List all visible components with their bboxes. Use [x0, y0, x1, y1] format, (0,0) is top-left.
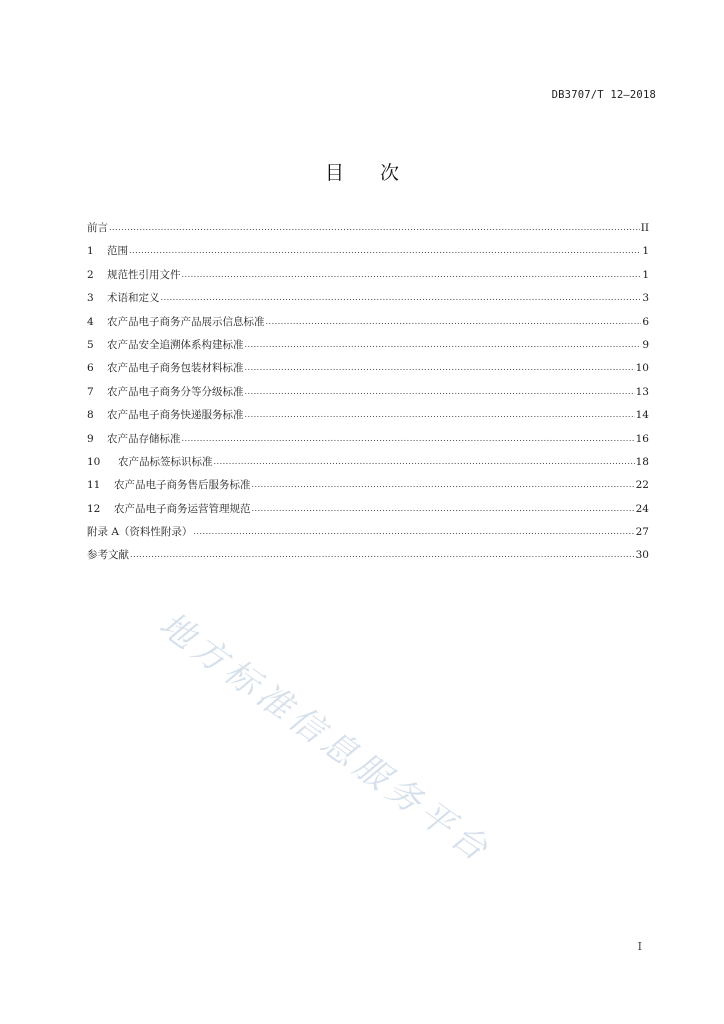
toc-entry-label: 农产品电子商务产品展示信息标准 [107, 315, 265, 328]
table-of-contents [87, 217, 649, 568]
toc-entry-page: 1 [642, 268, 649, 281]
toc-entry-number: 2 [87, 268, 94, 281]
toc-entry-page: 30 [635, 549, 649, 562]
toc-leader-dots [266, 310, 642, 333]
toc-entry-label: 农产品电子商务包装材料标准 [107, 362, 244, 375]
toc-entry-number: 11 [87, 479, 101, 492]
toc-entry-label: 农产品电子商务售后服务标准 [114, 479, 251, 492]
toc-leader-dots [245, 333, 642, 356]
toc-entry-number: 12 [87, 502, 101, 515]
toc-entry-6[interactable] [87, 357, 649, 380]
toc-leader-dots [245, 356, 635, 379]
toc-leader-dots [193, 520, 634, 543]
toc-entry-page: 13 [635, 385, 649, 398]
toc-leader-dots [161, 286, 642, 309]
toc-entry-label: 范围 [107, 245, 128, 258]
toc-entry-label: 农产品电子商务快递服务标准 [107, 409, 244, 422]
toc-entry-10[interactable] [87, 451, 649, 474]
toc-entry-number: 3 [87, 292, 94, 305]
toc-entry-page: 1 [642, 245, 649, 258]
toc-entry-9[interactable] [87, 428, 649, 451]
toc-entry-label: 规范性引用文件 [107, 268, 181, 281]
toc-entry-number: 10 [87, 455, 101, 468]
toc-leader-dots [245, 403, 635, 426]
toc-entry-page: 24 [635, 502, 649, 515]
toc-entry-label: 参考文献 [87, 549, 129, 562]
toc-entry-page: 16 [635, 432, 649, 445]
toc-leader-dots [109, 216, 640, 239]
watermark: 地方标准信息服务平台 [151, 604, 499, 872]
toc-entry-page: 10 [635, 362, 649, 375]
toc-entry-page: 6 [642, 315, 649, 328]
toc-entry-foreword[interactable] [87, 217, 649, 240]
toc-entry-label: 前言 [87, 222, 108, 234]
toc-entry-page: 22 [635, 479, 649, 492]
toc-entry-number: 6 [87, 362, 94, 375]
toc-entry-page: II [640, 222, 649, 234]
toc-entry-label: 农产品电子商务分等分级标准 [107, 385, 244, 398]
toc-entry-page: 27 [635, 526, 649, 539]
toc-entry-appendix-a[interactable] [87, 521, 649, 544]
toc-entry-number: 9 [87, 432, 94, 445]
toc-entry-references[interactable] [87, 544, 649, 567]
page-number: I [637, 940, 642, 953]
toc-entry-page: 18 [635, 455, 649, 468]
toc-entry-page: 3 [642, 292, 649, 305]
toc-leader-dots [129, 239, 641, 262]
toc-entry-label: 农产品电子商务运营管理规范 [114, 502, 251, 515]
toc-entry-label: 附录 A（资料性附录） [87, 526, 193, 539]
toc-entry-number: 8 [87, 409, 94, 422]
toc-entry-4[interactable] [87, 311, 649, 334]
toc-entry-number: 4 [87, 315, 94, 328]
toc-entry-page: 9 [642, 338, 649, 351]
toc-entry-5[interactable] [87, 334, 649, 357]
toc-entry-page: 14 [635, 409, 649, 422]
toc-leader-dots [214, 450, 635, 473]
toc-entry-2[interactable] [87, 264, 649, 287]
toc-entry-label: 术语和定义 [107, 292, 160, 305]
document-code: DB3707/T 12—2018 [551, 89, 656, 101]
page-title: 目次 [324, 162, 435, 184]
toc-leader-dots [182, 263, 642, 286]
toc-leader-dots [252, 497, 635, 520]
toc-entry-12[interactable] [87, 498, 649, 521]
toc-entry-label: 农产品安全追溯体系构建标准 [107, 338, 244, 351]
toc-entry-3[interactable] [87, 287, 649, 310]
toc-entry-number: 7 [87, 385, 94, 398]
toc-entry-11[interactable] [87, 474, 649, 497]
toc-entry-1[interactable] [87, 240, 649, 263]
toc-entry-number: 5 [87, 338, 94, 351]
toc-leader-dots [245, 380, 635, 403]
toc-entry-label: 农产品标签标识标准 [118, 455, 213, 468]
toc-entry-label: 农产品存储标准 [107, 432, 181, 445]
toc-leader-dots [252, 473, 635, 496]
toc-entry-8[interactable] [87, 404, 649, 427]
toc-leader-dots [130, 543, 635, 566]
toc-entry-7[interactable] [87, 381, 649, 404]
toc-leader-dots [182, 427, 635, 450]
toc-entry-number: 1 [87, 245, 94, 258]
